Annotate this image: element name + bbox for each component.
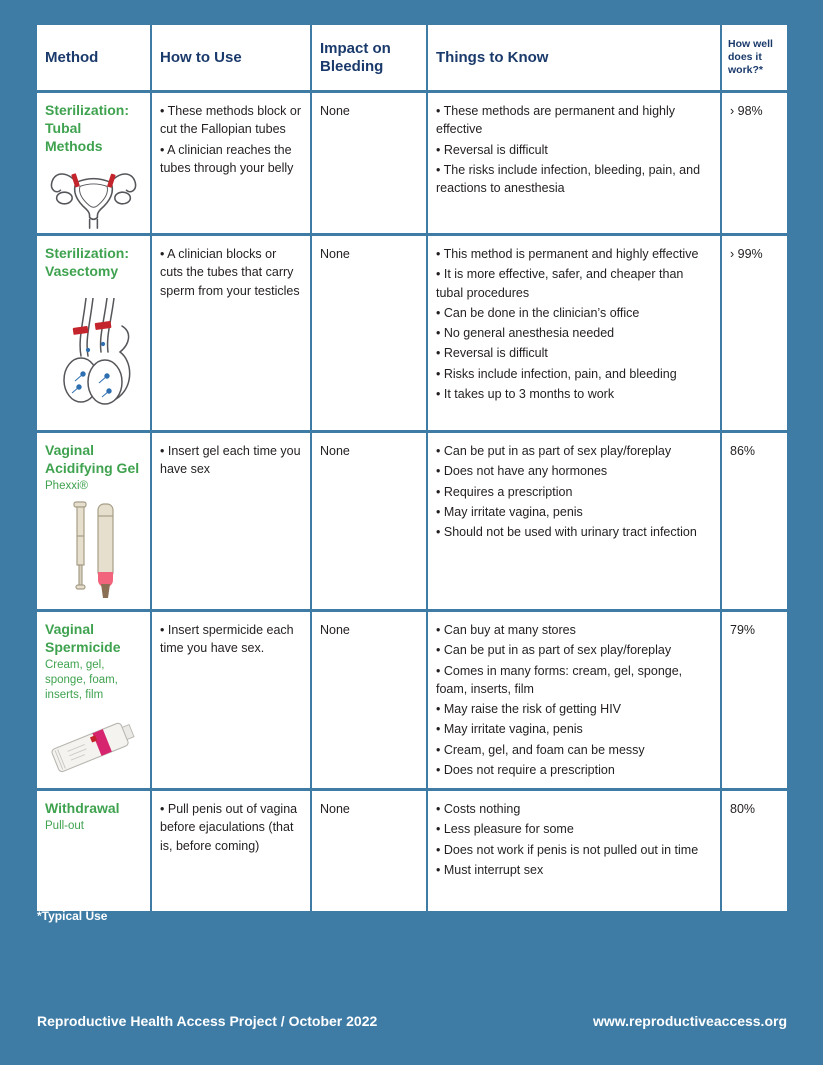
bullet-item: • Does not require a prescription: [436, 761, 712, 779]
effectiveness-cell: [722, 791, 787, 911]
bullet-item: • Can be done in the clinician’s office: [436, 304, 712, 322]
effectiveness-cell: [722, 236, 787, 430]
bullet-item: • Does not have any hormones: [436, 462, 712, 480]
bullet-item: • These methods are permanent and highly effective: [436, 102, 712, 139]
impact-bleeding-cell: [312, 433, 426, 609]
typical-use-footnote: *Typical Use: [37, 909, 108, 923]
method-title: Vaginal Spermicide: [45, 621, 121, 655]
methods-table: [37, 25, 787, 911]
footer-website-url: www.reproductiveaccess.org: [593, 1013, 787, 1029]
method-subtitle: Cream, gel, sponge, foam, inserts, film: [45, 658, 118, 701]
method-cell: [37, 612, 150, 788]
method-title: Withdrawal: [45, 800, 120, 816]
bullet-item: • These methods block or cut the Fallopian tubes: [160, 102, 302, 139]
method-title: Sterilization: Vasectomy: [45, 245, 130, 279]
bullet-item: • Must interrupt sex: [436, 861, 712, 879]
bullet-item: • No general anesthesia needed: [436, 324, 712, 342]
effectiveness-value: 86%: [730, 444, 756, 458]
bullet-item: • May irritate vagina, penis: [436, 503, 712, 521]
bleeding-value: None: [320, 444, 350, 458]
bullet-item: • Cream, gel, and foam can be messy: [436, 741, 712, 759]
bullet-item: • Can buy at many stores: [436, 621, 712, 639]
bullet-item: • Requires a prescription: [436, 483, 712, 501]
page-footer: [37, 1013, 787, 1029]
bullet-item: • Reversal is difficult: [436, 141, 712, 159]
bullet-item: • A clinician reaches the tubes through your belly: [160, 141, 302, 178]
bullet-item: • Reversal is difficult: [436, 344, 712, 362]
how-to-use-cell: [152, 433, 310, 609]
how-to-use-cell: [152, 236, 310, 430]
col-header-how-to-use: How to Use: [152, 25, 310, 90]
impact-bleeding-cell: [312, 791, 426, 911]
bullet-item: • It takes up to 3 months to work: [436, 385, 712, 403]
method-cell: [37, 433, 150, 609]
effectiveness-value: 80%: [730, 802, 756, 816]
impact-bleeding-cell: [312, 612, 426, 788]
method-illustration-wrap: [45, 287, 142, 421]
bullet-item: • A clinician blocks or cuts the tubes that carry sperm from your testicles: [160, 245, 302, 300]
effectiveness-cell: [722, 93, 787, 233]
bleeding-value: None: [320, 802, 350, 816]
bullet-item: • May irritate vagina, penis: [436, 720, 712, 738]
impact-bleeding-cell: [312, 236, 426, 430]
things-to-know-cell: [428, 236, 720, 430]
effectiveness-cell: [722, 433, 787, 609]
bullet-item: • Pull penis out of vagina before ejaculations (that is, before coming): [160, 800, 302, 855]
col-header-effectiveness: How well does it work?*: [722, 25, 787, 90]
col-header-impact-bleeding: Impact on Bleeding: [312, 25, 426, 90]
method-subtitle: Phexxi®: [45, 479, 88, 492]
effectiveness-value: 79%: [730, 623, 756, 637]
bullet-item: • Insert spermicide each time you have sex.: [160, 621, 302, 658]
things-to-know-cell: [428, 93, 720, 233]
vasectomy-icon: [50, 298, 138, 410]
bullet-item: • This method is permanent and highly effective: [436, 245, 712, 263]
bullet-item: • Can be put in as part of sex play/foreplay: [436, 641, 712, 659]
effectiveness-cell: [722, 612, 787, 788]
how-to-use-cell: [152, 612, 310, 788]
method-subtitle: Pull-out: [45, 819, 84, 832]
bullet-item: • Risks include infection, pain, and bleeding: [436, 365, 712, 383]
method-illustration-wrap: [45, 709, 142, 779]
method-title: Vaginal Acidifying Gel: [45, 442, 140, 476]
bullet-item: • It is more effective, safer, and cheaper than tubal procedures: [436, 265, 712, 302]
method-cell: [37, 791, 150, 911]
bullet-item: • May raise the risk of getting HIV: [436, 700, 712, 718]
bullet-item: • Costs nothing: [436, 800, 712, 818]
bullet-item: • Insert gel each time you have sex: [160, 442, 302, 479]
gel-applicators-icon: [62, 500, 126, 604]
effectiveness-value: › 98%: [730, 104, 763, 118]
spermicide-tube-icon: [45, 713, 142, 779]
effectiveness-value: › 99%: [730, 247, 763, 261]
bullet-item: • Should not be used with urinary tract infection: [436, 523, 712, 541]
method-illustration-wrap: [45, 500, 142, 604]
things-to-know-cell: [428, 612, 720, 788]
bleeding-value: None: [320, 104, 350, 118]
method-cell: [37, 93, 150, 233]
things-to-know-cell: [428, 433, 720, 609]
method-cell: [37, 236, 150, 430]
bleeding-value: None: [320, 623, 350, 637]
col-header-method: Method: [37, 25, 150, 90]
footer-organization-date: Reproductive Health Access Project / October 2022: [37, 1013, 378, 1029]
col-header-things-to-know: Things to Know: [428, 25, 720, 90]
bullet-item: • Less pleasure for some: [436, 820, 712, 838]
bullet-item: • Does not work if penis is not pulled out in time: [436, 841, 712, 859]
method-title: Sterilization: Tubal Methods: [45, 102, 130, 154]
things-to-know-cell: [428, 791, 720, 911]
how-to-use-cell: [152, 791, 310, 911]
bullet-item: • Can be put in as part of sex play/foreplay: [436, 442, 712, 460]
method-illustration-wrap: [45, 162, 142, 234]
bullet-item: • The risks include infection, bleeding, pain, and reactions to anesthesia: [436, 161, 712, 198]
impact-bleeding-cell: [312, 93, 426, 233]
bullet-item: • Comes in many forms: cream, gel, sponge, foam, inserts, film: [436, 662, 712, 699]
bleeding-value: None: [320, 247, 350, 261]
how-to-use-cell: [152, 93, 310, 233]
tubal-sterilization-uterus-icon: [45, 162, 142, 234]
